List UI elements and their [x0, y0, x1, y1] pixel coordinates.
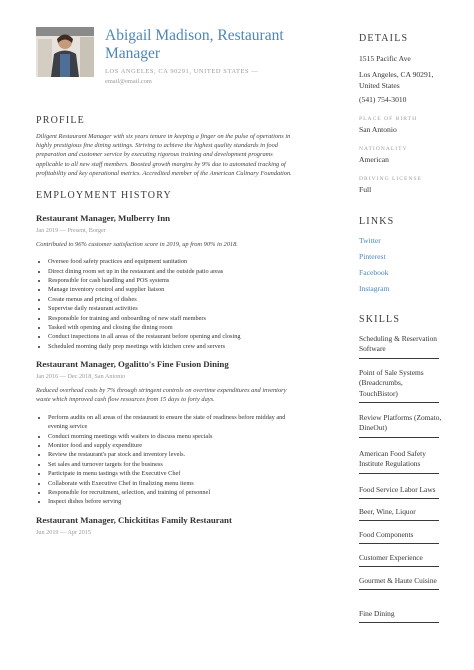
list-item: • Collaborate with Executive Chef in finalizing menu items — [48, 479, 298, 488]
list-item: • Supervise daily restaurant activities — [48, 304, 298, 313]
job-entry — [36, 213, 298, 351]
job-bullets — [36, 413, 298, 507]
skill-item — [359, 609, 443, 624]
link-twitter[interactable]: Twitter — [359, 235, 381, 245]
skill-item — [359, 507, 443, 522]
skill-item — [359, 368, 443, 404]
nationality-label: NATIONALITY — [359, 145, 408, 152]
skill-bar — [359, 566, 439, 567]
skills-list — [359, 325, 443, 635]
list-item: • Perform audits on all areas of the restaurant to ensure the state of readiness before midday and evening service — [48, 413, 298, 432]
list-item: • Responsible for cash handling and POS systems — [48, 276, 298, 285]
profile-text: Diligent Restaurant Manager with six years tenure in keeping a finger on the pulse of operations in highly prestigious fine dining settings. Striving to achieve the highest quality standards in food preparation and customer service by executing rigorous training and development programs applicable to all new staff members. Boosted growth margins by 9% due to automated tracking of profitability and key operational metrics. Accredited member of the American Culinary Foundation. — [36, 133, 292, 177]
side-column — [359, 33, 443, 635]
skill-name: Food Components — [359, 529, 414, 539]
job-summary: Reduced overhead costs by 7% through stringent controls on overtime expenditures and inventory waste which improved cash flow resources from 15 days to forty days. — [36, 387, 287, 404]
skill-name: American Food Safety Institute Regulations — [359, 448, 426, 469]
skill-name: Point of Sale Systems (Breadcrumbs, TouchBistor) — [359, 367, 424, 398]
address-line: 1515 Pacific Ave — [359, 54, 411, 63]
header-email[interactable]: email@email.com — [105, 78, 152, 85]
list-item: • Oversee food safety practices and equipment sanitation — [48, 257, 298, 266]
list-item: • Direct dining room set up in the restaurant and the outside patio areas — [48, 267, 298, 276]
job-entry — [36, 359, 298, 506]
skill-bar — [359, 622, 439, 623]
links-list — [359, 236, 443, 294]
skill-item — [359, 485, 443, 500]
list-item: • Inspect dishes before serving — [48, 497, 298, 506]
place-of-birth-label: PLACE OF BIRTH — [359, 116, 418, 123]
list-item: • Set sales and turnover targets for the business — [48, 460, 298, 469]
list-item: • Create menus and pricing of dishes — [48, 295, 298, 304]
skill-bar — [359, 498, 439, 499]
skill-item — [359, 576, 443, 591]
job-dates: Jan 2019 — Present, Borger — [36, 227, 106, 235]
list-item: • Review the restaurant's par stock and inventory levels. — [48, 450, 298, 459]
skill-name: Scheduling & Reservation Software — [359, 333, 437, 354]
job-summary: Contributed to 96% customer satisfaction score in 2019, up from 90% in 2018. — [36, 241, 238, 249]
details-address — [359, 54, 443, 91]
skill-bar — [359, 358, 439, 359]
link-pinterest[interactable]: Pinterest — [359, 251, 386, 261]
skill-name: Food Service Labor Laws — [359, 484, 436, 494]
skill-item — [359, 530, 443, 545]
skills-heading: SKILLS — [359, 313, 401, 325]
list-item: • Conduct morning meetings with waiters to discuss menu specials — [48, 432, 298, 441]
place-of-birth: San Antonio — [359, 125, 397, 135]
skill-name: Review Platforms (Zomato, DineOut) — [359, 412, 442, 433]
skill-bar — [359, 473, 439, 474]
driving-license: Full — [359, 184, 372, 194]
job-title: Restaurant Manager, Ogalitto's Fine Fusion Dining — [36, 359, 229, 370]
skill-name: Beer, Wine, Liquor — [359, 506, 416, 516]
job-title: Restaurant Manager, Chickititas Family Restaurant — [36, 514, 232, 525]
details-heading: DETAILS — [359, 33, 409, 44]
skill-bar — [359, 520, 439, 521]
link-facebook[interactable]: Facebook — [359, 267, 389, 277]
phone-number: (541) 754-3010 — [359, 95, 407, 105]
list-item: • Tasked with opening and closing the dining room — [48, 323, 298, 332]
job-dates: Jun 2019 — Apr 2015 — [36, 528, 92, 536]
job-dates: Jan 2016 — Dec 2018, San Antonio — [36, 373, 126, 381]
list-item: • Participate in menu tastings with the Executive Chef — [48, 469, 298, 478]
skill-bar — [359, 543, 439, 544]
skill-bar — [359, 589, 439, 590]
skill-bar — [359, 437, 439, 438]
header-address: LOS ANGELES, CA 90291, UNITED STATES — — [105, 68, 259, 75]
employment-heading: EMPLOYMENT HISTORY — [36, 190, 172, 202]
skill-item — [359, 413, 443, 438]
address-line: United States — [359, 80, 400, 90]
candidate-name: Abigail Madison, Restaurant Manager — [105, 27, 284, 62]
list-item: • Conduct inspections in all areas of the restaurant before opening and closing — [48, 332, 298, 341]
skill-item — [359, 449, 443, 474]
list-item: • Responsible for recruitment, selection, and training of personnel — [48, 488, 298, 497]
profile-heading: PROFILE — [36, 115, 85, 126]
list-item: • Manage inventory control and supplier liaison — [48, 285, 298, 294]
nationality: American — [359, 154, 389, 164]
list-item: • Scheduled morning daily prep meetings with kitchen crew and servers — [48, 342, 298, 351]
main-column — [36, 115, 298, 536]
job-entry — [36, 515, 298, 536]
list-item: • Monitor food and supply expenditure — [48, 441, 298, 450]
skill-bar — [359, 402, 439, 403]
profile-photo — [36, 27, 94, 77]
skill-name: Fine Dining — [359, 608, 395, 618]
skill-item — [359, 334, 443, 359]
skill-name: Gourmet & Haute Cuisine — [359, 575, 437, 585]
skill-name: Customer Experience — [359, 552, 423, 562]
address-line: Los Angeles, CA 90291, — [359, 69, 434, 79]
link-instagram[interactable]: Instagram — [359, 283, 390, 293]
job-bullets — [36, 257, 298, 351]
job-title: Restaurant Manager, Mulberry Inn — [36, 213, 171, 224]
driving-license-label: DRIVING LICENSE — [359, 175, 423, 182]
skill-item — [359, 553, 443, 568]
links-heading: LINKS — [359, 215, 395, 227]
list-item: • Responsible for training and onboarding of new staff members — [48, 314, 298, 323]
